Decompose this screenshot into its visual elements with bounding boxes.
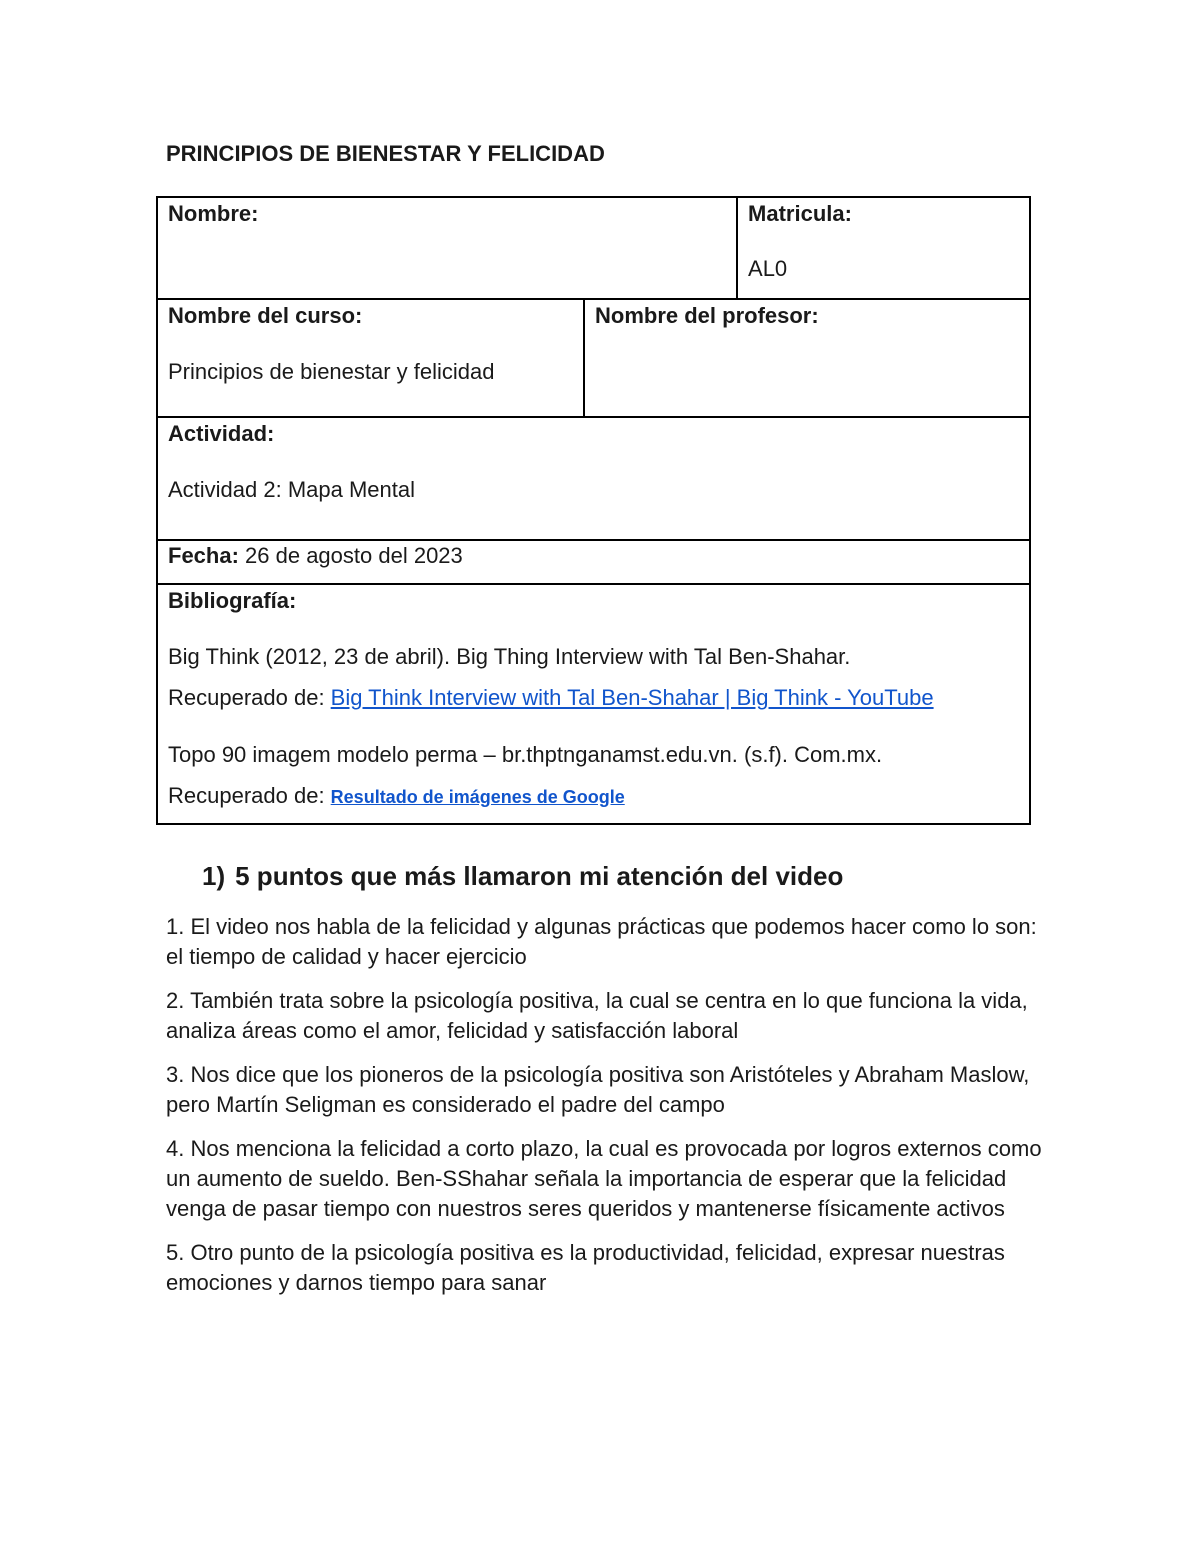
document-title: PRINCIPIOS DE BIENESTAR Y FELICIDAD bbox=[166, 141, 605, 166]
cell-bibliografia bbox=[157, 584, 1030, 824]
row-actividad bbox=[157, 417, 1030, 540]
bibliografia-label: Bibliografía: bbox=[168, 588, 297, 613]
info-table bbox=[156, 196, 1031, 825]
curso-value: Principios de bienestar y felicidad bbox=[168, 359, 495, 384]
section-heading-text: 5 puntos que más llamaron mi atención del video bbox=[235, 861, 844, 891]
row-fecha bbox=[157, 540, 1030, 584]
bib2-text: Topo 90 imagem modelo perma – br.thptnganamst.edu.vn. (s.f). Com.mx. bbox=[168, 742, 883, 767]
bib2-recuperado: Recuperado de: bbox=[168, 783, 331, 808]
matricula-value: AL0 bbox=[748, 256, 788, 281]
list-item: 4. Nos menciona la felicidad a corto plazo, la cual es provocada por logros externos como un aumento de sueldo. Ben-SShahar señala la importancia de esperar que la felicidad venga de pasar tiempo con nuestros seres queridos y mantenerse físicamente activos bbox=[166, 1136, 1042, 1221]
bib2-recuperado-line bbox=[168, 783, 1019, 810]
list-item: 3. Nos dice que los pioneros de la psicología positiva son Aristóteles y Abraham Maslow, pero Martín Seligman es considerado el padre del campo bbox=[166, 1062, 1030, 1117]
bib1-recuperado-line bbox=[168, 685, 1019, 711]
cell-actividad bbox=[157, 417, 1030, 540]
curso-label: Nombre del curso: bbox=[168, 303, 363, 328]
bib1-youtube-link[interactable]: Big Think Interview with Tal Ben-Shahar | Big Think - YouTube bbox=[330, 685, 934, 710]
cell-matricula bbox=[737, 197, 1030, 299]
matricula-label: Matricula: bbox=[748, 201, 852, 226]
cell-nombre bbox=[157, 197, 737, 299]
section-number: 1) bbox=[202, 861, 226, 891]
list-item: 1. El video nos habla de la felicidad y algunas prácticas que podemos hacer como lo son: el tiempo de calidad y hacer ejercicio bbox=[166, 914, 1037, 969]
profesor-label: Nombre del profesor: bbox=[595, 303, 819, 328]
cell-curso bbox=[157, 299, 584, 417]
list-item: 5. Otro punto de la psicología positiva es la productividad, felicidad, expresar nuestras emociones y darnos tiempo para sanar bbox=[166, 1240, 1005, 1295]
points-list bbox=[166, 912, 1046, 1312]
cell-fecha bbox=[157, 540, 1030, 584]
list-item: 2. También trata sobre la psicología positiva, la cual se centra en lo que funciona la vida, analiza áreas como el amor, felicidad y satisfacción laboral bbox=[166, 988, 1028, 1043]
actividad-value: Actividad 2: Mapa Mental bbox=[168, 477, 416, 502]
fecha-value: 26 de agosto del 2023 bbox=[238, 543, 463, 568]
row-curso bbox=[157, 299, 1030, 417]
cell-profesor bbox=[584, 299, 1030, 417]
bib1-recuperado: Recuperado de: bbox=[168, 685, 331, 710]
bib2-google-link[interactable]: Resultado de imágenes de Google bbox=[330, 787, 625, 807]
nombre-label: Nombre: bbox=[168, 201, 259, 226]
bib1-text: Big Think (2012, 23 de abril). Big Thing Interview with Tal Ben-Shahar. bbox=[168, 644, 851, 669]
section-heading bbox=[202, 860, 843, 892]
actividad-label: Actividad: bbox=[168, 421, 275, 446]
row-bibliografia bbox=[157, 584, 1030, 824]
row-nombre bbox=[157, 197, 1030, 299]
fecha-label: Fecha: bbox=[168, 543, 239, 568]
